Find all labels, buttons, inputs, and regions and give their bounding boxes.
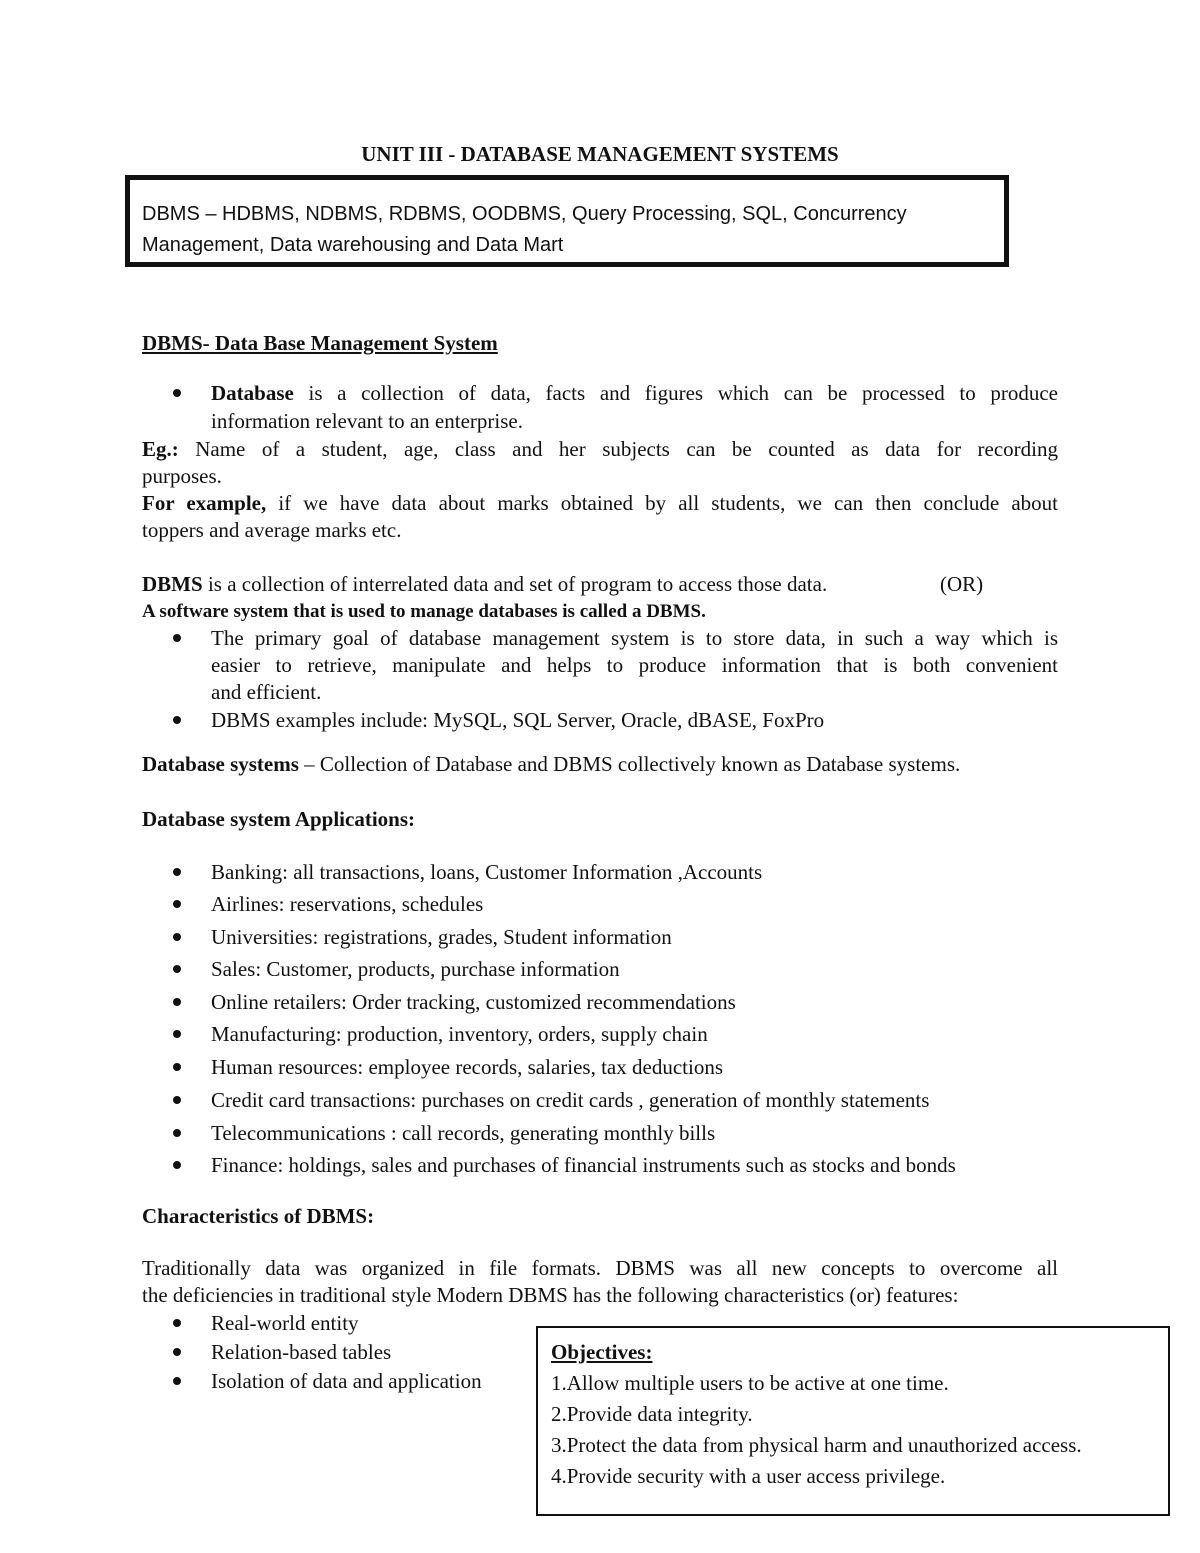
topics-line-2: Management, Data warehousing and Data Mart: [142, 234, 564, 256]
page-title: UNIT III - DATABASE MANAGEMENT SYSTEMS: [361, 142, 839, 166]
database-def-line-1: Database is a collection of data, facts and figures which can be processed to produce: [211, 381, 1058, 405]
goal-line-1: The primary goal of database management system is to store data, in such a way which is: [211, 626, 1058, 650]
eg-line-2: purposes.: [142, 464, 222, 488]
objective-item: 2.Provide data integrity.: [551, 1402, 753, 1426]
list-item: Telecommunications : call records, generating monthly bills: [211, 1121, 716, 1145]
bullet-icon: [173, 1063, 181, 1071]
list-item: Universities: registrations, grades, Student information: [211, 925, 672, 949]
bullet-icon: [173, 1348, 181, 1356]
for-example-line-1: For example, if we have data about marks obtained by all students, we can then conclude about: [142, 491, 1058, 515]
bullet-icon: [173, 634, 181, 642]
objective-item: 3.Protect the data from physical harm and unauthorized access.: [551, 1433, 1082, 1457]
topics-line-1: DBMS – HDBMS, NDBMS, RDBMS, OODBMS, Query Processing, SQL, Concurrency: [142, 203, 907, 225]
list-item: Credit card transactions: purchases on credit cards , generation of monthly statements: [211, 1088, 930, 1112]
bullet-icon: [173, 900, 181, 908]
list-item: Human resources: employee records, salaries, tax deductions: [211, 1055, 723, 1079]
section-heading-dbms: DBMS- Data Base Management System: [142, 331, 498, 355]
database-def-line-2: information relevant to an enterprise.: [211, 409, 523, 433]
bullet-icon: [173, 1129, 181, 1137]
bullet-icon: [173, 998, 181, 1006]
bullet-icon: [173, 1161, 181, 1169]
dbms-examples: DBMS examples include: MySQL, SQL Server, Oracle, dBASE, FoxPro: [211, 708, 825, 732]
list-item: Real-world entity: [211, 1311, 359, 1335]
list-item: Online retailers: Order tracking, customized recommendations: [211, 990, 736, 1014]
characteristics-intro-line-1: Traditionally data was organized in file formats. DBMS was all new concepts to overcome all: [142, 1256, 1058, 1280]
eg-line-1: Eg.: Name of a student, age, class and her subjects can be counted as data for recording: [142, 437, 1058, 461]
bullet-icon: [173, 716, 181, 724]
objectives-box: [536, 1326, 1170, 1516]
dbms-definition: DBMS is a collection of interrelated data and set of program to access those data.: [142, 572, 828, 596]
list-item: Sales: Customer, products, purchase information: [211, 957, 620, 981]
list-item: Banking: all transactions, loans, Customer Information ,Accounts: [211, 860, 763, 884]
list-item: Finance: holdings, sales and purchases of financial instruments such as stocks and bonds: [211, 1153, 956, 1177]
objective-item: 4.Provide security with a user access privilege.: [551, 1464, 946, 1488]
bullet-icon: [173, 1319, 181, 1327]
objectives-heading: Objectives:: [551, 1340, 653, 1364]
characteristics-intro-line-2: the deficiencies in traditional style Modern DBMS has the following characteristics (or) features:: [142, 1283, 959, 1307]
list-item: Manufacturing: production, inventory, orders, supply chain: [211, 1022, 708, 1046]
bullet-icon: [173, 933, 181, 941]
or-label: (OR): [940, 572, 984, 596]
database-systems-def: Database systems – Collection of Database and DBMS collectively known as Database systems.: [142, 752, 961, 776]
bullet-icon: [173, 1377, 181, 1385]
list-item: Isolation of data and application: [211, 1369, 482, 1393]
goal-line-3: and efficient.: [211, 680, 322, 704]
list-item: Airlines: reservations, schedules: [211, 892, 484, 916]
bullet-icon: [173, 868, 181, 876]
software-definition: A software system that is used to manage databases is called a DBMS.: [142, 601, 706, 622]
goal-line-2: easier to retrieve, manipulate and helps to produce information that is both convenient: [211, 653, 1058, 677]
bullet-icon: [173, 1096, 181, 1104]
bullet-icon: [173, 389, 181, 397]
characteristics-heading: Characteristics of DBMS:: [142, 1204, 375, 1228]
for-example-line-2: toppers and average marks etc.: [142, 518, 402, 542]
applications-heading: Database system Applications:: [142, 807, 416, 831]
objective-item: 1.Allow multiple users to be active at one time.: [551, 1371, 949, 1395]
bullet-icon: [173, 965, 181, 973]
list-item: Relation-based tables: [211, 1340, 392, 1364]
topics-box: [125, 175, 1009, 267]
bullet-icon: [173, 1030, 181, 1038]
